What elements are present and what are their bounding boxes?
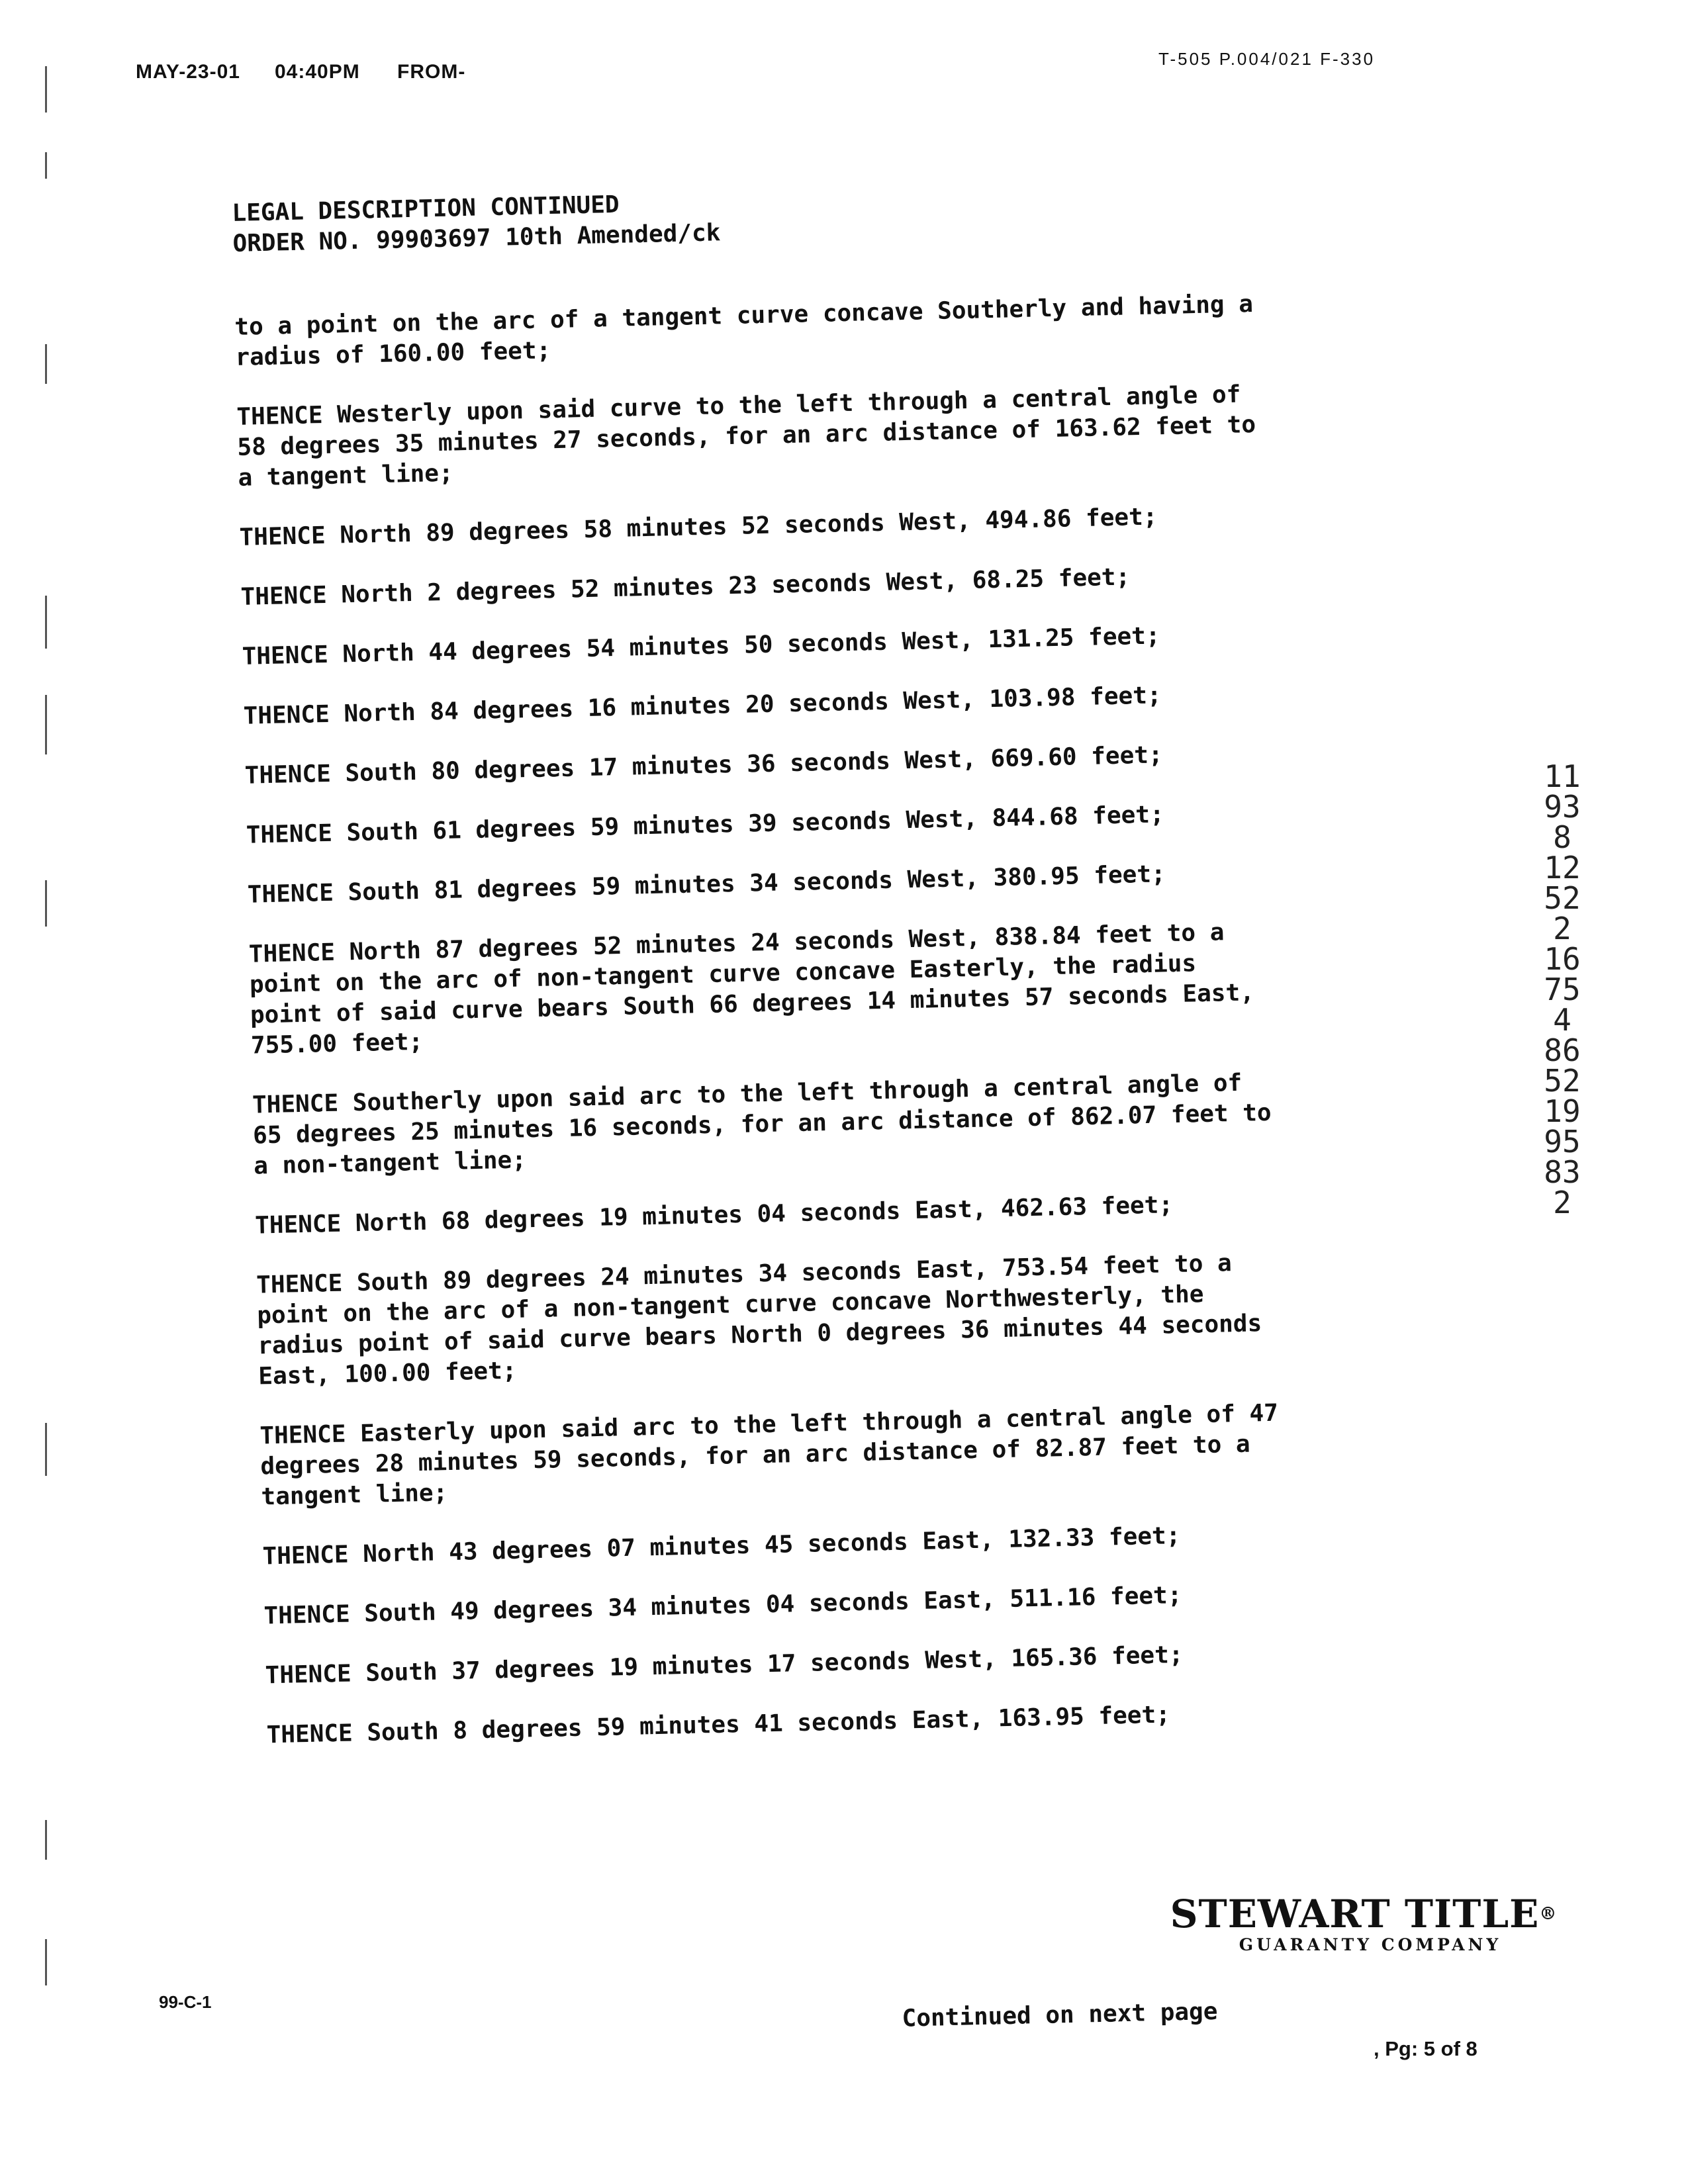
page-indicator: , Pg: 5 of 8 [1374,2037,1477,2060]
logo-name [1165,1893,1562,1935]
order-number: ORDER NO. 99903697 10th Amended/ck [232,219,721,257]
course-item: THENCE Easterly upon said arc to the left through a central angle of 47 degrees 28 minutes 59 seconds, for an arc distance of 82.87 feet to a tangent line; [259,1399,1293,1511]
course-item: THENCE South 37 degrees 19 minutes 17 seconds West, 165.36 feet; [265,1641,1184,1690]
fax-from: FROM- [397,61,466,83]
course-item: THENCE North 68 degrees 19 minutes 04 seconds East, 462.63 feet; [254,1191,1174,1240]
logo-subtitle: GUARANTY COMPANY [1239,1935,1502,1954]
logo-name-text: STEWART TITLE [1170,1891,1540,1936]
course-item: THENCE Westerly upon said curve to the left through a central angle of 58 degrees 35 minutes 27 seconds, for an arc distance of 163.62 feet to a tangent line; [236,381,1271,492]
fax-page-info: T-505 P.004/021 F-330 [1158,49,1376,69]
course-item: THENCE North 87 degrees 52 minutes 24 seconds West, 838.84 feet to a point on the arc of non-tangent curve concave Easterly, the radius point of said curve bears South 66 degrees 14 minutes 57 seconds East, 755.00 feet; [248,918,1269,1060]
course-item: THENCE North 84 degrees 16 minutes 20 seconds West, 103.98 feet; [243,682,1162,730]
course-item: THENCE South 49 degrees 34 minutes 04 seconds East, 511.16 feet; [263,1581,1182,1630]
course-item: THENCE South 61 degrees 59 minutes 39 seconds West, 844.68 feet; [246,801,1165,849]
course-item: THENCE South 81 degrees 59 minutes 34 seconds West, 380.95 feet; [247,860,1166,909]
form-code: 99-C-1 [159,1992,212,2012]
legal-description-body [232,175,1300,2032]
recording-number-vertical: 11938 12522 16754 8652 1995 832 [1544,758,1581,1220]
stewart-title-logo [1165,1893,1562,1954]
course-item: to a point on the arc of a tangent curve concave Southerly and having a radius of 160.00 feet; [234,290,1268,371]
course-list [234,289,1299,1751]
course-item: THENCE North 89 degrees 58 minutes 52 seconds West, 494.86 feet; [239,503,1158,551]
course-item: THENCE South 80 degrees 17 minutes 36 seconds West, 669.60 feet; [244,741,1164,790]
heading-title: LEGAL DESCRIPTION CONTINUED [232,191,620,227]
fax-time: 04:40PM [275,61,360,83]
course-item: THENCE Southerly upon said arc to the left through a central angle of 65 degrees 25 minutes 16 seconds, for an arc distance of 862.07 feet to a non-tangent line; [252,1069,1286,1180]
course-item: THENCE North 43 degrees 07 minutes 45 seconds East, 132.33 feet; [262,1522,1181,1570]
left-margin-scan-marks [0,0,106,2184]
document-heading [232,175,1266,259]
fax-date: MAY-23-01 [136,61,240,83]
fax-header [136,49,1460,101]
registered-mark: ® [1539,1904,1558,1924]
course-item: THENCE South 89 degrees 24 minutes 34 seconds East, 753.54 feet to a point on the arc of a non-tangent curve concave Northwesterly, the radius point of said curve bears North 0 degrees 36 minutes 44 seconds East, 100.00 feet; [256,1249,1277,1390]
course-item: THENCE North 44 degrees 54 minutes 50 seconds West, 131.25 feet; [242,622,1160,670]
continued-note: Continued on next page [902,1997,1218,2032]
course-item: THENCE North 2 degrees 52 minutes 23 seconds West, 68.25 feet; [240,563,1131,611]
course-item: THENCE South 8 degrees 59 minutes 41 seconds East, 163.95 feet; [266,1701,1171,1749]
